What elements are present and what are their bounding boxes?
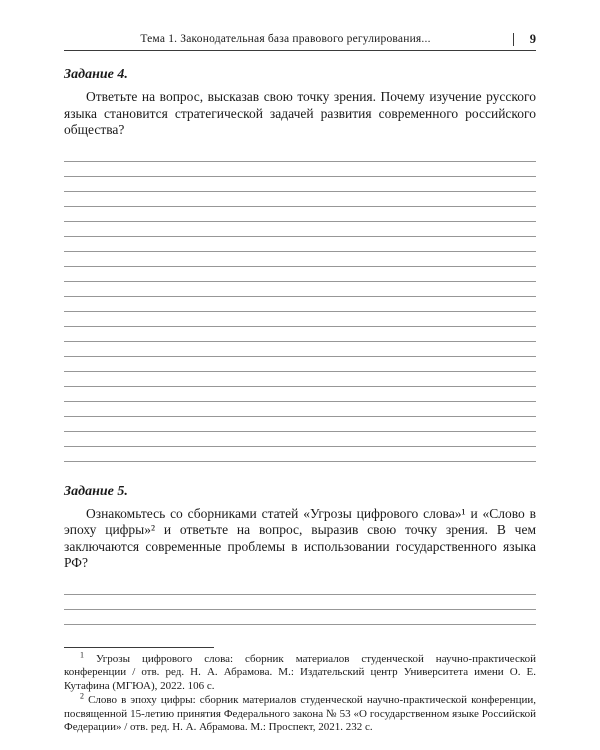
footnote-2 [64, 691, 536, 735]
answer-line [64, 207, 536, 222]
answer-line [64, 237, 536, 252]
answer-line [64, 282, 536, 297]
footnote-text: Слово в эпоху цифры: сборник материалов студенческой научно-практической конференции, посвященной 15-летию принятия Федерального закона № 53 «О государственном языке Российской Федерации» / отв. ред. Н. А. Абрамова. М.: Проспект, 2021. 232 с. [64, 694, 536, 733]
header-rule [64, 50, 536, 51]
task-5-heading: Задание 5. [64, 483, 128, 499]
answer-line [64, 610, 536, 625]
answer-line [64, 267, 536, 282]
answer-line [64, 387, 536, 402]
footnote-list [64, 649, 536, 735]
answer-line [64, 252, 536, 267]
footnote-text: Угрозы цифрового слова: сборник материалов студенческой научно-практической конференции / отв. ред. Н. А. Абрамова. М.: Издательский центр Университета имени О. Е. Кутафина (МГЮА), 2022. 106 с. [64, 652, 536, 692]
page-number: 9 [529, 31, 536, 46]
answer-line [64, 580, 536, 595]
answer-line [64, 312, 536, 327]
footnotes-section [64, 647, 536, 735]
answer-line [64, 447, 536, 462]
task-5-section [64, 484, 536, 625]
answer-line [64, 432, 536, 447]
task-4-heading: Задание 4. [64, 67, 128, 82]
task-4-text: Ответьте на вопрос, высказав свою точку зрения. Почему изучение русского языка становится стратегической задачей развития современного российского общества? [64, 89, 536, 137]
task-5-text: Ознакомьтесь со сборниками статей «Угрозы цифрового слова»¹ и «Слово в эпоху цифры»² и ответьте на вопрос, выразив свою точку зрения. В чем заключаются современные проблемы в использовании государственного языка РФ? [64, 505, 536, 570]
footnote-rule [64, 647, 214, 648]
answer-line [64, 327, 536, 342]
footnote-marker: 2 [80, 691, 84, 701]
answer-line [64, 342, 536, 357]
task-5-answer-lines [64, 580, 536, 625]
answer-line [64, 177, 536, 192]
answer-line [64, 417, 536, 432]
answer-line [64, 297, 536, 312]
answer-line [64, 222, 536, 237]
header-divider [513, 33, 514, 46]
running-header [64, 30, 536, 48]
answer-line [64, 357, 536, 372]
task-4-section [64, 67, 536, 462]
answer-line [64, 192, 536, 207]
answer-line [64, 147, 536, 162]
task-4-answer-lines [64, 147, 536, 462]
footnote-1 [64, 649, 536, 694]
answer-line [64, 162, 536, 177]
header-page-group [507, 32, 536, 47]
answer-line [64, 595, 536, 610]
running-header-title: Тема 1. Законодательная база правового регулирования... [140, 33, 431, 45]
answer-line [64, 402, 536, 417]
footnote-marker: 1 [80, 649, 84, 659]
answer-line [64, 372, 536, 387]
